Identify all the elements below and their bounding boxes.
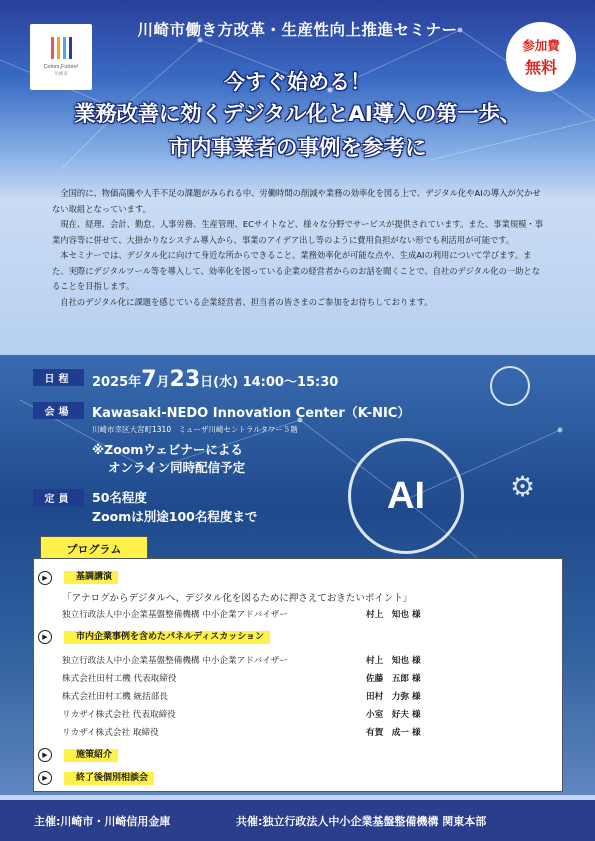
play-arrow-icon: ▶ [38, 571, 52, 585]
description-paragraph: 本セミナーでは、デジタル化に向けて身近な所からできること、業務効率化が可能な点や、生成AIの利用について学びます。また、実際にデジタルツール等を導入して、効率化を図っている企業の経営者からのお話を聞くことで、自社のデジタル化の一助となることを目指します。 [52, 250, 541, 291]
section-label-policy: 施策紹介 [64, 749, 118, 762]
panelist-name: 小室 好夫 様 [366, 710, 421, 720]
headline-line-3: 市内事業者の事例を参考に [168, 136, 427, 161]
panelist-org: リカザイ株式会社 代表取締役 [62, 710, 176, 720]
footer [0, 800, 595, 841]
venue-name: Kawasaki-NEDO Innovation Center（K-NIC） [92, 406, 411, 421]
capacity-line-2: Zoomは別途100名程度まで [92, 509, 258, 524]
capacity-label: 定員 [33, 489, 84, 506]
logo-subtext: 川崎市 [54, 72, 68, 77]
description-paragraph: 全国的に、物価高騰や人手不足の課題がみられる中、労働時間の削減や業務の効率化を図る上で、デジタル化やAIの導入が欠かせない取組となっています。 [52, 188, 541, 214]
event-date [92, 367, 338, 392]
panelist-org: 株式会社田村工機 統括部長 [62, 692, 168, 702]
logo-text: Colors,Future! [43, 64, 79, 70]
ai-circle-graphic: AI [348, 438, 464, 554]
footer-cosponsor: 共催:独立行政法人中小企業基盤整備機構 関東本部 [236, 814, 487, 828]
program-tab: プログラム [40, 536, 148, 560]
speaker-name: 村上 知也 様 [366, 610, 421, 620]
date-day-unit: 日 [200, 375, 214, 390]
zoom-note-line-2: オンライン同時配信予定 [108, 460, 246, 475]
program-box [33, 558, 563, 792]
panelist-name: 村上 知也 様 [366, 656, 421, 666]
capacity-line-1: 50名程度 [92, 490, 147, 505]
description-paragraph: 自社のデジタル化に課題を感じている企業経営者、担当者の皆さまのご参加をお待ちしております。 [60, 296, 433, 307]
section-label-keynote: 基調講演 [64, 571, 118, 584]
headline-line-1: 今すぐ始める！ [224, 70, 371, 94]
panelist-name: 有賀 成一 様 [366, 728, 421, 738]
headline-line-2: 業務改善に効くデジタル化とAI導入の第一歩、 [74, 102, 521, 127]
play-arrow-icon: ▶ [38, 630, 52, 644]
logo-bars-icon [51, 37, 72, 59]
date-month: 7 [141, 367, 157, 392]
date-label: 日程 [33, 369, 84, 386]
panelist-org: 独立行政法人中小企業基盤整備機構 中小企業アドバイザー [62, 656, 288, 666]
zoom-note-line-1: ※Zoomウェビナーによる [92, 442, 243, 457]
speaker-org: 独立行政法人中小企業基盤整備機構 中小企業アドバイザー [62, 610, 288, 620]
venue-label: 会場 [33, 402, 84, 419]
description-paragraph: 現在、経理、会計、勤怠、人事労務、生産管理、ECサイトなど、様々な分野でサービスが提供されています。また、事業規模・事業内容等に併せて、大掛かりなシステム導入から、事業のアイデア出し等のように費用負担がない形でも利活用が可能です。 [52, 219, 544, 245]
panelist-name: 田村 力弥 様 [366, 692, 421, 702]
date-year: 2025年 [92, 375, 142, 390]
description [52, 186, 548, 310]
section-label-consultation: 終了後個別相談会 [64, 772, 154, 785]
date-day: 23 [169, 367, 201, 392]
keynote-title: 「アナログからデジタルへ、デジタル化を図るために押さえておきたいポイント」 [62, 593, 413, 604]
date-weekday: (水) [213, 375, 239, 390]
database-icon [490, 366, 530, 406]
series-title: 川崎市働き方改革・生産性向上推進セミナー [137, 21, 458, 39]
gear-icon: ⚙ [510, 470, 536, 503]
play-arrow-icon: ▶ [38, 748, 52, 762]
fee-value: 無料 [524, 58, 557, 77]
venue-address: 川崎市幸区大宮町1310 ミューザ川崎セントラルタワー５階 [92, 425, 298, 434]
panelist-org: リカザイ株式会社 取締役 [62, 728, 159, 738]
date-month-unit: 月 [156, 375, 170, 390]
date-time: 14:00〜15:30 [242, 375, 339, 390]
panelist-name: 佐藤 五郎 様 [366, 674, 421, 684]
play-arrow-icon: ▶ [38, 771, 52, 785]
fee-label: 参加費 [522, 38, 560, 53]
panelist-org: 株式会社田村工機 代表取締役 [62, 674, 177, 684]
footer-sponsor: 主催:川崎市・川崎信用金庫 [34, 814, 171, 828]
section-label-panel: 市内企業事例を含めたパネルディスカッション [64, 631, 270, 644]
